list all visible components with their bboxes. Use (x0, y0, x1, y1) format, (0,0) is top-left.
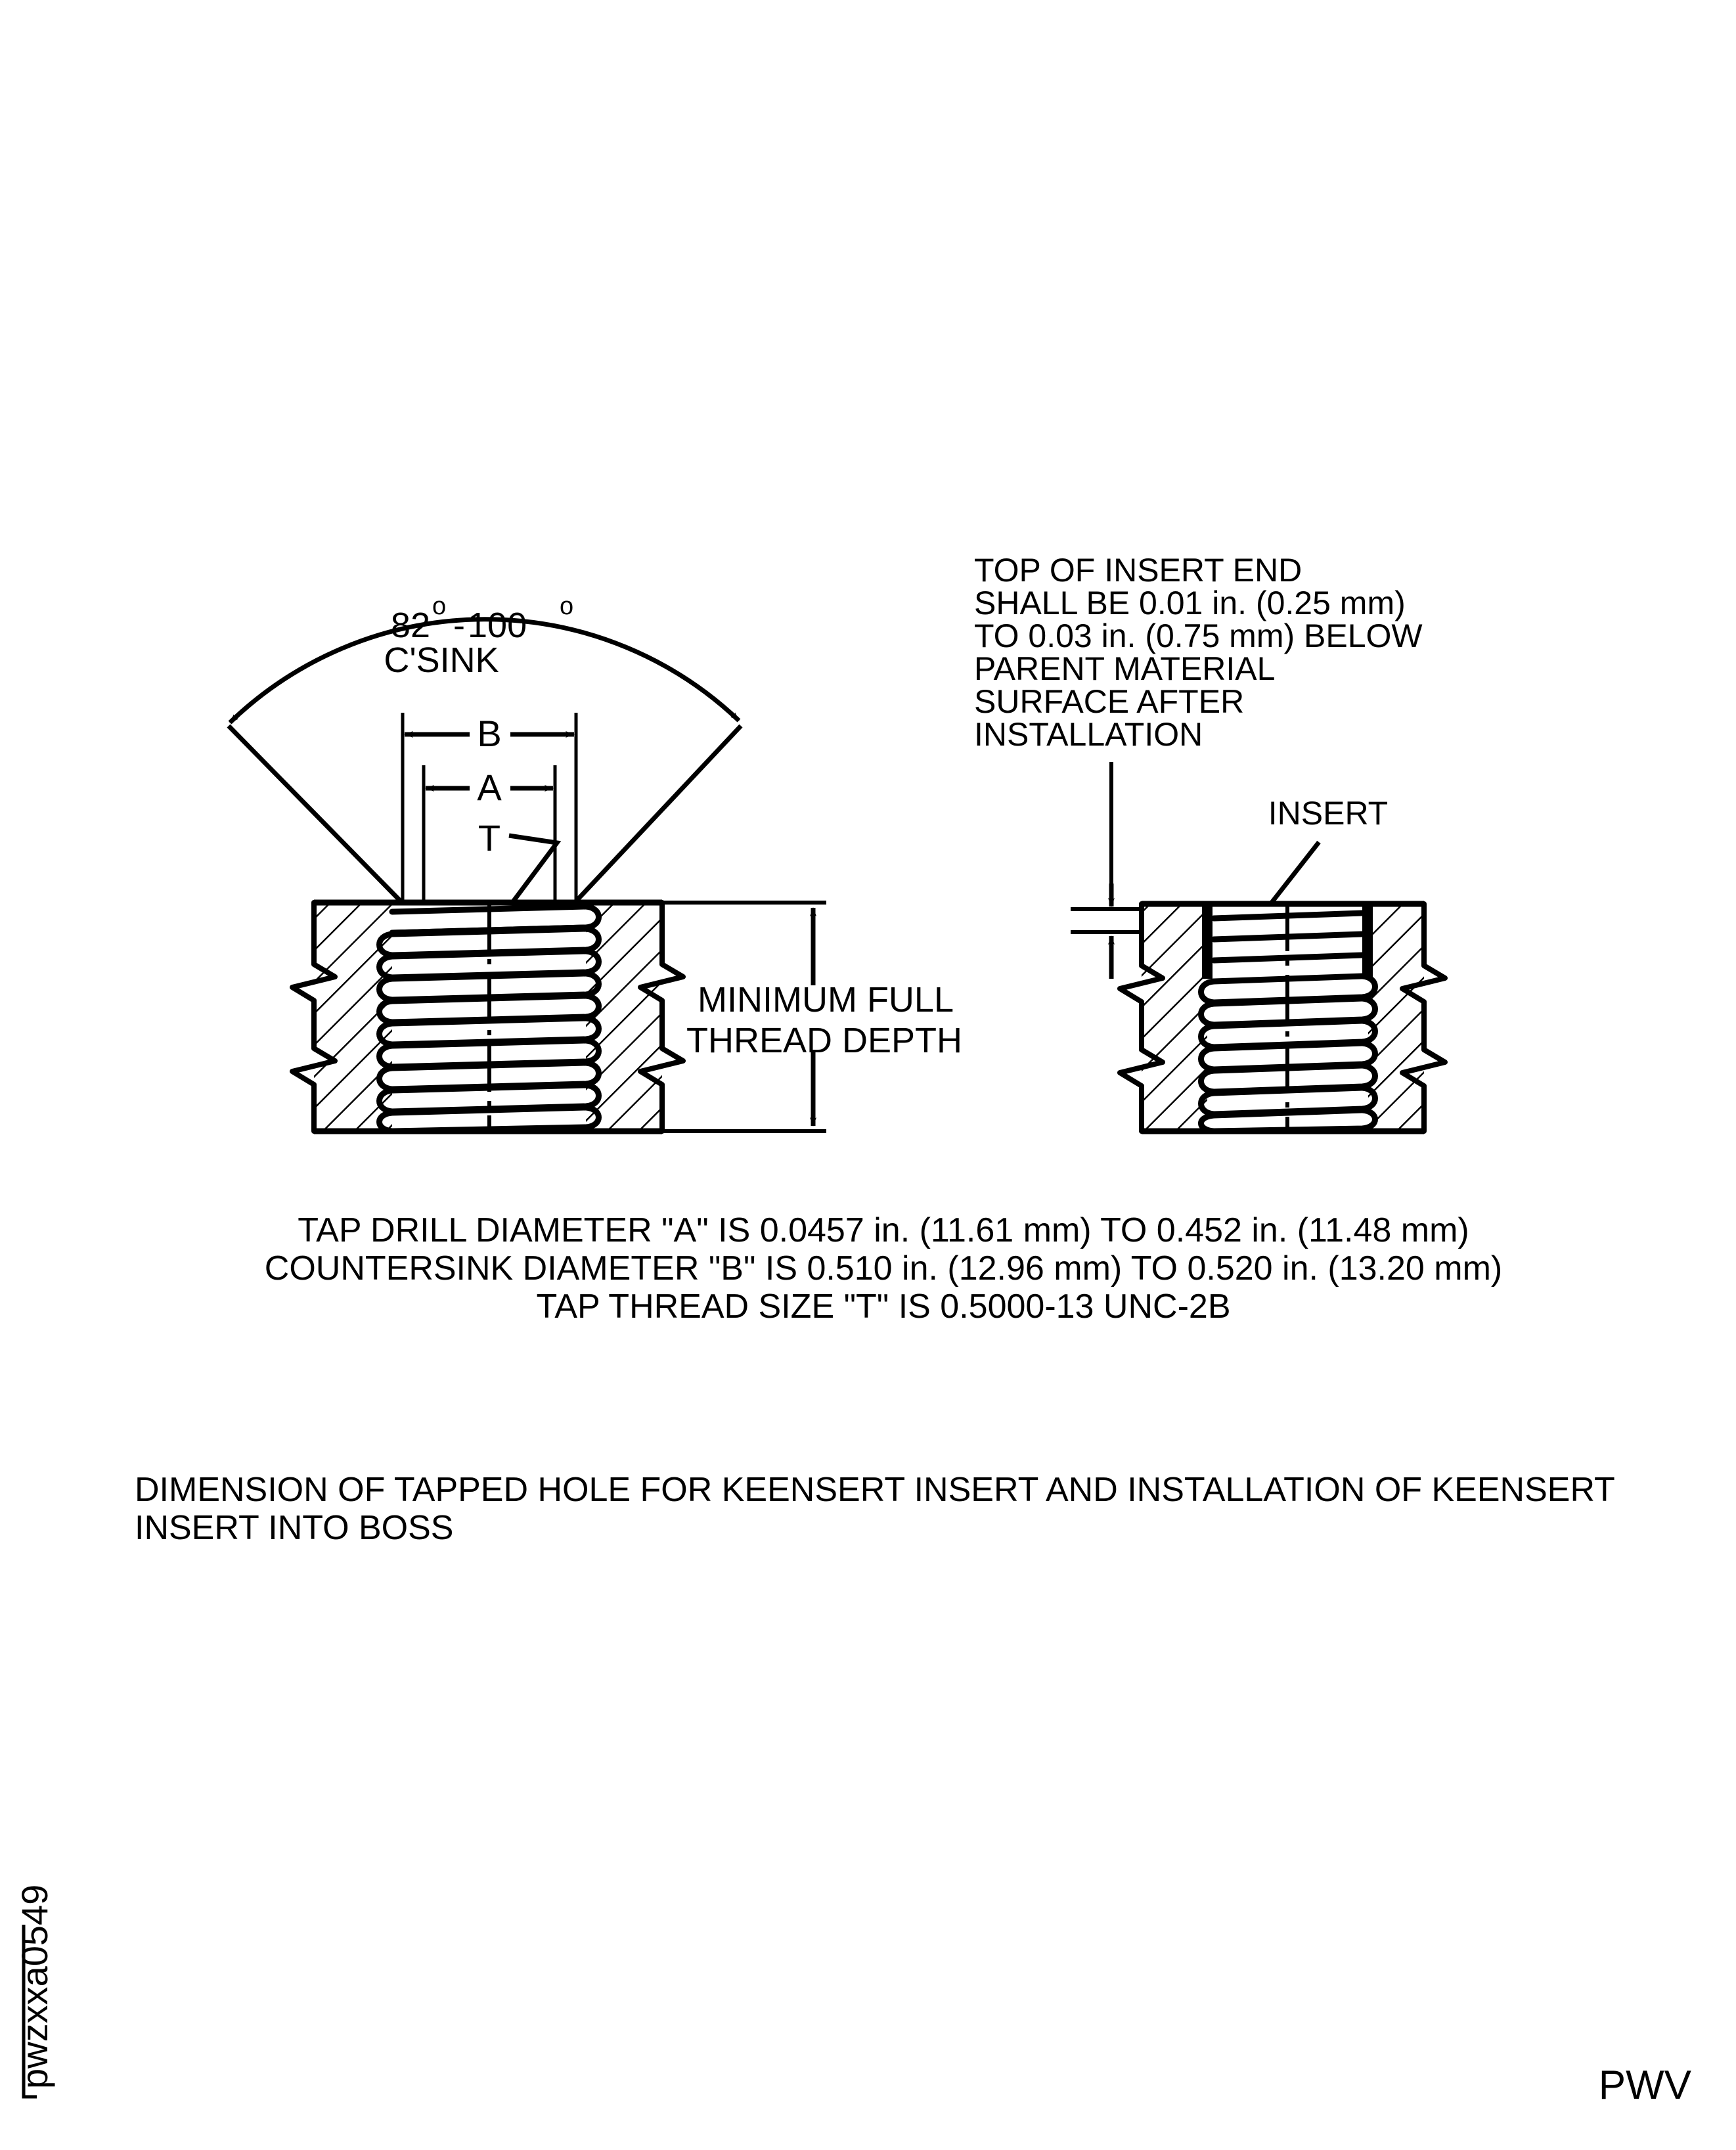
depth-label-line1: MINIMUM FULL (698, 980, 954, 1019)
note-line-2: SHALL BE 0.01 in. (0.25 mm) (974, 585, 1406, 621)
note-line-4: PARENT MATERIAL (974, 650, 1276, 687)
csink-sub-label: C'SINK (384, 640, 499, 680)
insert-wall-left (1202, 905, 1213, 979)
csink-degree-symbol-1: o (432, 593, 447, 620)
insert-wall-right (1362, 905, 1373, 979)
caption-line-1: DIMENSION OF TAPPED HOLE FOR KEENSERT INSERT AND INSTALLATION OF KEENSERT (135, 1471, 1615, 1509)
note-line-3: TO 0.03 in. (0.75 mm) BELOW (974, 617, 1423, 654)
spec-line-1: TAP DRILL DIAMETER "A" IS 0.0457 in. (11.61 mm) TO 0.452 in. (11.48 mm) (298, 1211, 1469, 1249)
insert-label: INSERT (1268, 795, 1389, 832)
figure-id-text: pwzxxa0549 (14, 1884, 55, 2089)
spec-line-3: TAP THREAD SIZE "T" IS 0.5000-13 UNC-2B (536, 1288, 1231, 1326)
spec-line-2: COUNTERSINK DIAMETER "B" IS 0.510 in. (12.96 mm) TO 0.520 in. (13.20 mm) (264, 1249, 1503, 1288)
corner-code-text: PWV (1598, 2063, 1691, 2108)
left-thread-bore (380, 903, 599, 1131)
depth-label-line2: THREAD DEPTH (686, 1021, 963, 1060)
dimension-label-a: A (477, 767, 502, 808)
caption-line-2: INSERT INTO BOSS (135, 1509, 454, 1547)
right-insert-bore (1201, 904, 1375, 1131)
note-line-1: TOP OF INSERT END (974, 552, 1302, 589)
csink-angle-high: 100 (468, 606, 527, 645)
csink-angle-separator: - (453, 606, 465, 645)
dimension-label-b: B (477, 713, 502, 754)
csink-degree-symbol-2: o (560, 593, 574, 620)
csink-angle-low: 82 (390, 606, 430, 645)
note-line-5: SURFACE AFTER (974, 683, 1245, 720)
note-line-6: INSTALLATION (974, 716, 1203, 753)
dimension-label-t: T (478, 817, 501, 859)
